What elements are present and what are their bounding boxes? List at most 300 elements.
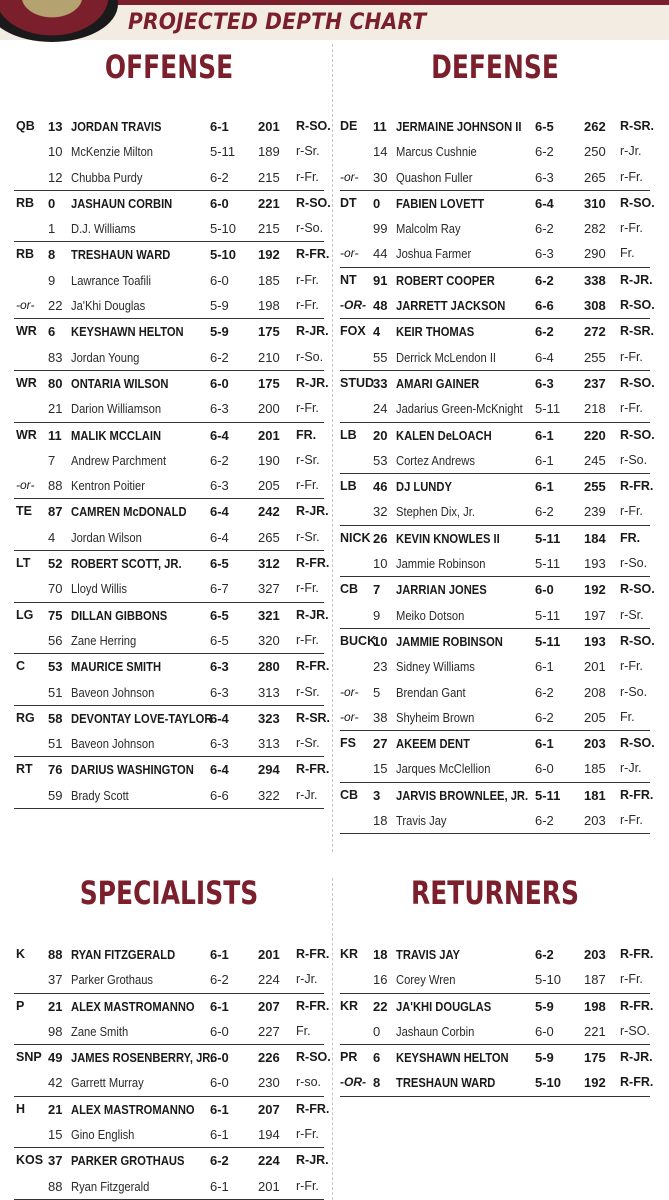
position-cell: CB	[340, 582, 359, 597]
class-year-cell: r-Fr.	[620, 813, 643, 828]
position-cell: STUD	[340, 375, 375, 390]
jersey-number-cell: 27	[373, 736, 388, 752]
class-year-cell: R-FR.	[296, 762, 330, 777]
jersey-number-cell: 21	[48, 1101, 63, 1117]
jersey-number-cell: 75	[48, 607, 63, 623]
height-cell: 5-11	[535, 556, 561, 572]
position-cell: P	[16, 998, 25, 1013]
weight-cell: 262	[584, 119, 606, 134]
jersey-number-cell: 9	[48, 272, 56, 288]
jersey-number-cell: 0	[373, 195, 381, 211]
height-cell: 5-11	[535, 530, 561, 546]
height-cell: 6-3	[210, 478, 229, 494]
position-group	[340, 942, 654, 994]
position-cell: BUCK	[340, 633, 377, 648]
weight-cell: 321	[258, 607, 280, 623]
backup-row	[14, 448, 324, 473]
weight-cell: 230	[258, 1075, 280, 1091]
class-year-cell: r-so.	[296, 1075, 321, 1090]
jersey-number-cell: 18	[373, 947, 388, 962]
height-cell: 6-6	[535, 298, 554, 314]
position-cell: DE	[340, 119, 358, 133]
player-name-cell: KEVIN KNOWLES II	[396, 530, 500, 546]
weight-cell: 184	[584, 530, 606, 546]
jersey-number-cell: 1	[48, 221, 56, 237]
weight-cell: 226	[258, 1050, 280, 1066]
height-cell: 6-1	[210, 998, 229, 1014]
weight-cell: 201	[258, 947, 280, 962]
height-cell: 6-0	[210, 1050, 229, 1066]
position-cell: SNP	[16, 1050, 42, 1065]
height-cell: 5-10	[210, 221, 237, 237]
position-group	[14, 499, 329, 551]
backup-row	[14, 473, 324, 498]
player-name-cell: McKenzie Milton	[71, 144, 154, 160]
weight-cell: 175	[258, 324, 280, 340]
weight-cell: 220	[584, 427, 606, 443]
weight-cell: 250	[584, 144, 606, 160]
class-year-cell: r-Fr.	[296, 1127, 319, 1142]
player-name-cell: TRESHAUN WARD	[71, 247, 171, 263]
starter-row	[14, 551, 330, 576]
jersey-number-cell: 98	[48, 1023, 63, 1039]
jersey-number-cell: 16	[373, 972, 388, 988]
weight-cell: 192	[584, 1075, 606, 1091]
backup-row	[14, 783, 324, 808]
position-cell: LB	[340, 427, 357, 442]
backup-row	[340, 345, 650, 370]
column-divider-bottom	[332, 878, 333, 1200]
weight-cell: 272	[584, 324, 606, 340]
weight-cell: 338	[584, 272, 606, 288]
position-cell: -or-	[16, 298, 35, 313]
class-year-cell: r-So.	[620, 452, 648, 467]
weight-cell: 210	[258, 349, 280, 365]
player-name-cell: Cortez Andrews	[396, 452, 475, 468]
position-cell: WR	[16, 427, 37, 442]
weight-cell: 192	[584, 582, 606, 598]
backup-row	[340, 967, 650, 992]
jersey-number-cell: 0	[373, 1023, 381, 1039]
height-cell: 6-3	[210, 736, 229, 752]
player-name-cell: Brendan Gant	[396, 684, 466, 700]
height-cell: 6-1	[535, 427, 554, 443]
player-name-cell: Darion Williamson	[71, 401, 162, 417]
starter-row	[340, 629, 655, 654]
class-year-cell: R-FR.	[620, 787, 654, 802]
class-year-cell: FR.	[296, 427, 317, 442]
position-cell: -or-	[340, 709, 359, 724]
class-year-cell: R-FR.	[620, 998, 654, 1013]
class-year-cell: R-SO.	[620, 633, 655, 648]
height-cell: 6-5	[210, 607, 229, 623]
weight-cell: 203	[584, 813, 606, 829]
height-cell: 5-9	[210, 324, 229, 340]
position-group	[340, 629, 655, 731]
jersey-number-cell: 20	[373, 427, 388, 443]
position-group	[14, 242, 330, 319]
backup-row	[14, 165, 324, 190]
height-cell: 6-2	[210, 349, 229, 365]
jersey-number-cell: 37	[48, 972, 63, 988]
height-cell: 6-4	[210, 504, 229, 520]
backup-row	[14, 967, 324, 992]
weight-cell: 280	[258, 659, 280, 675]
height-cell: 6-1	[210, 947, 229, 962]
player-name-cell: Ryan Fitzgerald	[71, 1178, 150, 1194]
player-name-cell: Kentron Poitier	[71, 478, 145, 494]
height-cell: 6-2	[535, 684, 554, 700]
starter-row	[14, 242, 330, 267]
player-name-cell: RYAN FITZGERALD	[71, 947, 176, 962]
player-name-cell: Brady Scott	[71, 787, 129, 803]
jersey-number-cell: 12	[48, 169, 63, 185]
class-year-cell: R-SO.	[620, 298, 655, 313]
jersey-number-cell: 91	[373, 272, 388, 288]
height-cell: 6-1	[210, 1101, 229, 1117]
weight-cell: 185	[258, 272, 280, 288]
starter-row	[14, 371, 329, 396]
jersey-number-cell: 48	[373, 298, 388, 314]
player-name-cell: Marcus Cushnie	[396, 144, 477, 160]
position-cell: RT	[16, 762, 33, 777]
position-group	[14, 942, 330, 994]
player-name-cell: CAMREN McDONALD	[71, 504, 187, 520]
player-name-cell: JERMAINE JOHNSON II	[396, 119, 522, 134]
class-year-cell: r-Jr.	[620, 144, 642, 159]
jersey-number-cell: 10	[48, 144, 63, 160]
returners-title: RETURNERS	[411, 874, 579, 912]
position-cell: NT	[340, 272, 357, 287]
height-cell: 6-2	[535, 324, 554, 340]
weight-cell: 265	[258, 529, 280, 545]
starter-row	[14, 942, 330, 967]
player-name-cell: JAMES ROSENBERRY, JR.	[71, 1050, 214, 1066]
class-year-cell: R-FR.	[296, 247, 330, 262]
jersey-number-cell: 38	[373, 709, 388, 725]
backup-row	[340, 551, 650, 576]
position-cell: WR	[16, 324, 37, 339]
class-year-cell: r-Fr.	[620, 349, 643, 364]
jersey-number-cell: 13	[48, 119, 63, 134]
height-cell: 6-0	[535, 761, 554, 777]
position-cell: RB	[16, 247, 35, 262]
height-cell: 6-5	[535, 119, 554, 134]
backup-row	[340, 165, 650, 190]
jersey-number-cell: 51	[48, 684, 63, 700]
weight-cell: 255	[584, 479, 606, 495]
jersey-number-cell: 18	[373, 813, 388, 829]
height-cell: 6-0	[210, 272, 229, 288]
height-cell: 6-1	[535, 452, 554, 468]
jersey-number-cell: 87	[48, 504, 63, 520]
jersey-number-cell: 33	[373, 375, 388, 391]
height-cell: 6-2	[210, 452, 229, 468]
weight-cell: 313	[258, 736, 280, 752]
weight-cell: 239	[584, 504, 606, 520]
backup-row	[14, 216, 324, 241]
player-name-cell: Parker Grothaus	[71, 972, 154, 988]
backup-row	[14, 628, 324, 653]
height-cell: 6-6	[210, 787, 229, 803]
height-cell: 6-4	[535, 349, 554, 365]
weight-cell: 310	[584, 195, 606, 211]
player-name-cell: MAURICE SMITH	[71, 659, 162, 675]
jersey-number-cell: 76	[48, 762, 63, 778]
starter-row	[340, 994, 654, 1019]
starter-row	[340, 526, 650, 551]
class-year-cell: r-Fr.	[620, 659, 643, 674]
class-year-cell: R-SO.	[296, 1050, 331, 1065]
backup-row	[340, 448, 650, 473]
position-cell: NICK	[340, 530, 371, 545]
player-name-cell: Corey Wren	[396, 972, 456, 988]
backup-row	[340, 603, 650, 628]
player-name-cell: ALEX MASTROMANNO	[71, 998, 195, 1014]
class-year-cell: R-SR.	[296, 710, 331, 725]
height-cell: 6-2	[535, 709, 554, 725]
class-year-cell: FR.	[620, 530, 641, 545]
height-cell: 6-2	[535, 272, 554, 288]
starter-row	[14, 1045, 331, 1070]
class-year-cell: R-SO.	[620, 582, 655, 597]
position-group	[340, 526, 650, 578]
starter-row	[14, 319, 329, 344]
weight-cell: 294	[258, 762, 280, 778]
weight-cell: 255	[584, 349, 606, 365]
jersey-number-cell: 8	[48, 247, 56, 263]
player-name-cell: Zane Smith	[71, 1023, 129, 1039]
jersey-number-cell: 6	[48, 324, 56, 340]
position-group	[14, 994, 330, 1046]
position-group	[14, 603, 329, 655]
height-cell: 6-2	[210, 1153, 229, 1169]
height-cell: 6-0	[535, 582, 554, 598]
player-name-cell: AMARI GAINER	[396, 375, 480, 391]
weight-cell: 201	[258, 119, 280, 134]
height-cell: 6-2	[210, 169, 229, 185]
weight-cell: 193	[584, 633, 606, 649]
weight-cell: 221	[258, 195, 280, 211]
jersey-number-cell: 7	[373, 582, 381, 598]
player-name-cell: PARKER GROTHAUS	[71, 1153, 185, 1169]
position-cell: PR	[340, 1050, 358, 1065]
jersey-number-cell: 6	[373, 1050, 381, 1066]
weight-cell: 175	[584, 1050, 606, 1066]
height-cell: 5-10	[535, 1075, 562, 1091]
jersey-number-cell: 32	[373, 504, 388, 520]
backup-row	[14, 293, 324, 318]
height-cell: 5-9	[535, 998, 554, 1014]
height-cell: 5-11	[535, 401, 561, 417]
class-year-cell: r-Fr.	[620, 972, 643, 987]
player-name-cell: ONTARIA WILSON	[71, 375, 169, 391]
position-group	[340, 474, 654, 526]
backup-row	[340, 241, 650, 266]
position-group	[340, 371, 655, 423]
starter-row	[14, 603, 329, 628]
page-title: PROJECTED DEPTH CHART	[128, 10, 427, 35]
position-cell: RB	[16, 195, 35, 210]
position-cell: -OR-	[340, 1075, 366, 1090]
backup-row	[340, 756, 650, 781]
player-name-cell: KALEN DeLOACH	[396, 427, 492, 443]
weight-cell: 312	[258, 556, 280, 572]
starter-row	[14, 499, 329, 524]
starter-row	[340, 577, 655, 602]
player-name-cell: JARVIS BROWNLEE, JR.	[396, 787, 529, 803]
class-year-cell: R-FR.	[620, 479, 654, 494]
backup-row	[340, 139, 650, 164]
position-group	[14, 319, 329, 371]
player-name-cell: Chubba Purdy	[71, 169, 143, 185]
position-cell: LT	[16, 556, 31, 571]
player-name-cell: Sidney Williams	[396, 659, 475, 675]
jersey-number-cell: 44	[373, 246, 388, 262]
jersey-number-cell: 42	[48, 1075, 63, 1091]
height-cell: 6-4	[210, 529, 229, 545]
class-year-cell: R-JR.	[296, 324, 329, 339]
jersey-number-cell: 59	[48, 787, 63, 803]
jersey-number-cell: 83	[48, 349, 63, 365]
player-name-cell: Shyheim Brown	[396, 709, 475, 725]
position-group	[340, 783, 654, 835]
class-year-cell: R-FR.	[296, 556, 330, 571]
starter-row	[14, 1097, 330, 1122]
player-name-cell: Jadarius Green-McKnight	[396, 401, 523, 417]
height-cell: 6-2	[535, 813, 554, 829]
height-cell: 6-5	[210, 632, 229, 648]
weight-cell: 200	[258, 401, 280, 417]
offense-title: OFFENSE	[104, 48, 234, 86]
class-year-cell: r-So.	[620, 684, 648, 699]
jersey-number-cell: 7	[48, 452, 56, 468]
jersey-number-cell: 99	[373, 221, 388, 237]
class-year-cell: R-FR.	[296, 659, 330, 674]
player-name-cell: Quashon Fuller	[396, 169, 473, 185]
class-year-cell: r-Fr.	[296, 298, 319, 313]
height-cell: 6-3	[535, 246, 554, 262]
position-group	[340, 191, 655, 268]
position-group	[340, 319, 655, 371]
player-name-cell: Lawrance Toafili	[71, 272, 151, 288]
backup-row	[14, 1174, 324, 1199]
weight-cell: 224	[258, 972, 280, 988]
weight-cell: 245	[584, 452, 606, 468]
jersey-number-cell: 70	[48, 581, 63, 597]
weight-cell: 313	[258, 684, 280, 700]
specialists-title: SPECIALISTS	[79, 874, 259, 912]
starter-row	[340, 423, 655, 448]
starter-row	[14, 1148, 329, 1173]
height-cell: 6-0	[210, 375, 229, 391]
player-name-cell: Joshua Farmer	[396, 246, 472, 262]
class-year-cell: r-So.	[296, 349, 324, 364]
height-cell: 6-1	[210, 1178, 229, 1194]
player-name-cell: KEIR THOMAS	[396, 324, 475, 340]
class-year-cell: R-SR.	[620, 324, 655, 339]
weight-cell: 201	[584, 659, 606, 675]
player-name-cell: JARRETT JACKSON	[396, 298, 506, 314]
weight-cell: 320	[258, 632, 280, 648]
position-group	[340, 731, 655, 783]
starter-row	[340, 268, 653, 293]
position-cell: RG	[16, 710, 35, 725]
backup-row	[14, 345, 324, 370]
jersey-number-cell: 88	[48, 1178, 63, 1194]
class-year-cell: R-SO.	[620, 375, 655, 390]
position-group	[14, 1148, 329, 1200]
player-name-cell: Jarques McClellion	[396, 761, 491, 777]
position-group	[14, 706, 331, 758]
player-name-cell: ROBERT COOPER	[396, 272, 495, 288]
class-year-cell: r-Fr.	[296, 1178, 319, 1193]
class-year-cell: r-Fr.	[296, 581, 319, 596]
jersey-number-cell: 56	[48, 632, 63, 648]
height-cell: 6-0	[210, 1023, 229, 1039]
player-name-cell: Derrick McLendon II	[396, 349, 497, 365]
position-cell: WR	[16, 375, 37, 390]
jersey-number-cell: 46	[373, 479, 388, 495]
height-cell: 6-3	[210, 684, 229, 700]
class-year-cell: Fr.	[296, 1023, 311, 1038]
height-cell: 6-3	[535, 169, 554, 185]
class-year-cell: R-SR.	[620, 119, 655, 133]
position-cell: TE	[16, 504, 32, 519]
player-name-cell: Lloyd Willis	[71, 581, 127, 597]
player-name-cell: DEVONTAY LOVE-TAYLOR	[71, 710, 213, 726]
player-name-cell: JORDAN TRAVIS	[71, 119, 162, 134]
class-year-cell: Fr.	[620, 246, 635, 261]
height-cell: 5-10	[535, 972, 562, 988]
weight-cell: 215	[258, 221, 280, 237]
starter-row	[340, 371, 655, 396]
position-cell: KR	[340, 998, 359, 1013]
jersey-number-cell: 22	[48, 298, 63, 314]
defense-title: DEFENSE	[431, 48, 559, 86]
class-year-cell: R-FR.	[620, 1075, 654, 1090]
height-cell: 6-0	[210, 1075, 229, 1091]
starter-row	[340, 1070, 654, 1095]
weight-cell: 203	[584, 736, 606, 752]
jersey-number-cell: 55	[373, 349, 388, 365]
jersey-number-cell: 80	[48, 375, 63, 391]
weight-cell: 197	[584, 607, 606, 623]
player-name-cell: Zane Herring	[71, 632, 137, 648]
backup-row	[340, 705, 650, 730]
height-cell: 5-11	[535, 633, 561, 649]
class-year-cell: R-JR.	[296, 375, 329, 390]
weight-cell: 193	[584, 556, 606, 572]
backup-row	[14, 396, 324, 421]
height-cell: 6-5	[210, 556, 229, 572]
weight-cell: 237	[584, 375, 606, 391]
height-cell: 6-3	[535, 375, 554, 391]
jersey-number-cell: 24	[373, 401, 388, 417]
position-cell: FS	[340, 736, 356, 751]
height-cell: 5-11	[535, 607, 561, 623]
starter-row	[14, 114, 331, 139]
class-year-cell: Fr.	[620, 709, 635, 724]
height-cell: 6-2	[210, 972, 229, 988]
height-cell: 6-4	[535, 195, 554, 211]
backup-row	[340, 680, 650, 705]
backup-row	[340, 654, 650, 679]
position-cell: FOX	[340, 324, 366, 339]
jersey-number-cell: 52	[48, 556, 63, 572]
player-name-cell: KEYSHAWN HELTON	[71, 324, 184, 340]
position-cell: -or-	[340, 246, 359, 261]
